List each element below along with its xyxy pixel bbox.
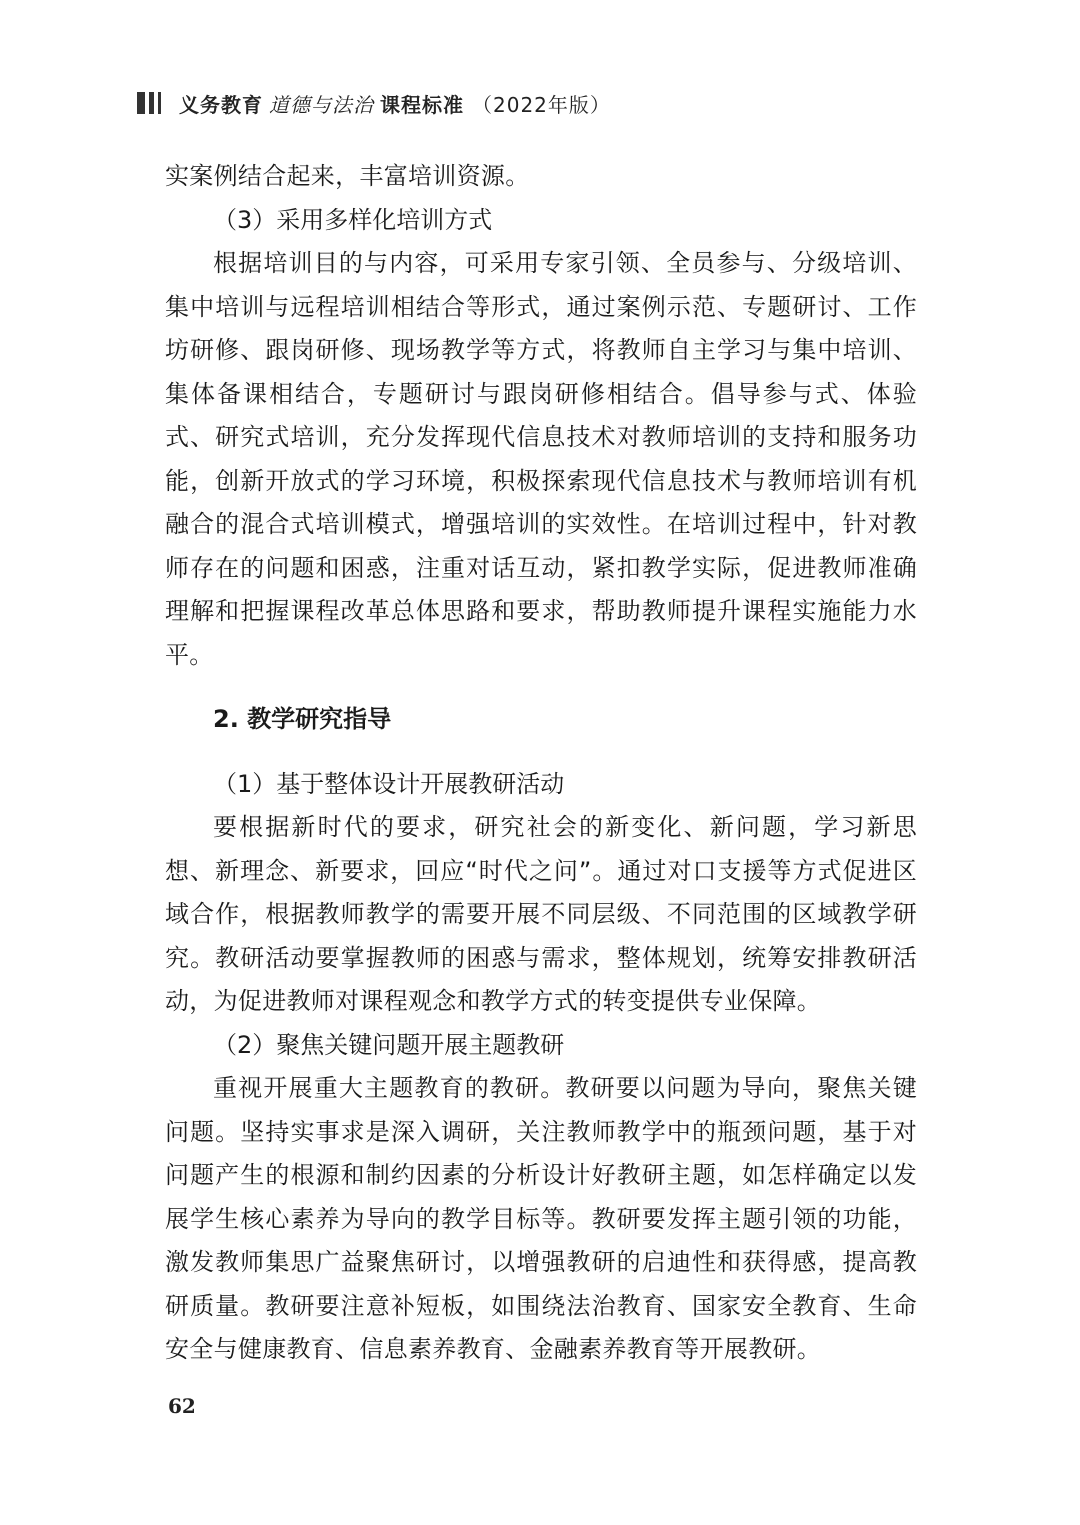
page-number: 62 — [168, 1394, 196, 1418]
paragraph-continued: 实案例结合起来，丰富培训资源。 — [165, 162, 530, 190]
header-part1: 义务教育 — [179, 92, 263, 117]
header-bar-thin — [158, 92, 161, 114]
header-title — [179, 89, 611, 118]
running-header — [137, 86, 611, 120]
subheading-3: （3）采用多样化培训方式 — [213, 205, 493, 234]
paragraph-teaching-research: 要根据新时代的要求，研究社会的新变化、新问题，学习新思想、新理念、新要求，回应“时代之问”。通过对口支援等方式促进区域合作，根据教师教学的需要开展不同层级、不同范围的区域教学研究。教研活动要掌握教师的困惑与需求，整体规划，统筹安排教研活动，为促进教师对课程观念和教学方式的转变提供专业保障。 — [165, 813, 917, 1015]
header-part3: 课程标准 — [380, 92, 464, 117]
section-heading-2: 2. 教学研究指导 — [213, 705, 392, 733]
paragraph-training-methods: 根据培训目的与内容，可采用专家引领、全员参与、分级培训、集中培训与远程培训相结合等形式，通过案例示范、专题研讨、工作坊研修、跟岗研修、现场教学等方式，将教师自主学习与集中培训、集体备课相结合，专题研讨与跟岗研修相结合。倡导参与式、体验式、研究式培训，充分发挥现代信息技术对教师培训的支持和服务功能，创新开放式的学习环境，积极探索现代信息技术与教师培训有机融合的混合式培训模式，增强培训的实效性。在培训过程中，针对教师存在的问题和困惑，注重对话互动，紧扣教学实际，促进教师准确理解和把握课程改革总体思路和要求，帮助教师提升课程实施能力水平。 — [165, 249, 917, 669]
header-bars-ornament — [137, 92, 165, 114]
subheading-2: （2）聚焦关键问题开展主题教研 — [213, 1030, 565, 1059]
page-body — [165, 155, 917, 1372]
header-bar-thick — [137, 92, 145, 114]
header-edition: （2022年版） — [472, 92, 611, 117]
header-bar-medium — [149, 92, 154, 114]
paragraph-key-issues: 重视开展重大主题教育的教研。教研要以问题为导向，聚焦关键问题。坚持实事求是深入调研，关注教师教学中的瓶颈问题，基于对问题产生的根源和制约因素的分析设计好教研主题，如怎样确定以发展学生核心素养为导向的教学目标等。教研要发挥主题引领的功能，激发教师集思广益聚焦研讨，以增强教研的启迪性和获得感，提高教研质量。教研要注意补短板，如围绕法治教育、国家安全教育、生命安全与健康教育、信息素养教育、金融素养教育等开展教研。 — [165, 1074, 917, 1363]
header-part2: 道德与法治 — [269, 92, 374, 117]
subheading-1: （1）基于整体设计开展教研活动 — [213, 769, 565, 798]
